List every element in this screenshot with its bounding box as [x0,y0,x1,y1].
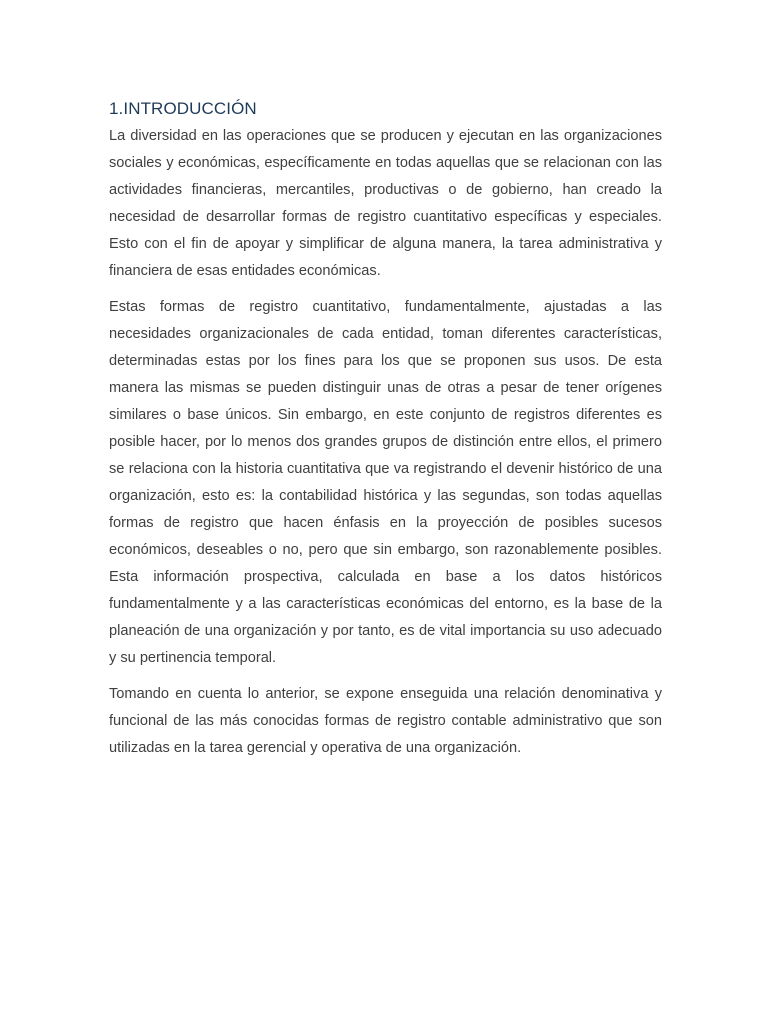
section-heading: 1.INTRODUCCIÓN [109,99,257,118]
document-body [109,97,662,771]
paragraph-1: La diversidad en las operaciones que se producen y ejecutan en las organizaciones sociales y económicas, específicamente en todas aquellas que se relacionan con las actividades financieras, mercantiles, productivas o de gobierno, han creado la necesidad de desarrollar formas de registro cuantitativo específicas y especiales. Esto con el fin de apoyar y simplificar de alguna manera, la tarea administrativa y financiera de esas entidades económicas. [109,128,662,279]
paragraph-3: Tomando en cuenta lo anterior, se expone enseguida una relación denominativa y funcional de las más conocidas formas de registro contable administrativo que son utilizadas en la tarea gerencial y operativa de una organización. [109,686,662,756]
paragraph-2: Estas formas de registro cuantitativo, fundamentalmente, ajustadas a las necesidades organizacionales de cada entidad, toman diferentes características, determinadas estas por los fines para los que se proponen sus usos. De esta manera las mismas se pueden distinguir unas de otras a pesar de tener orígenes similares o base únicos. Sin embargo, en este conjunto de registros diferentes es posible hacer, por lo menos dos grandes grupos de distinción entre ellos, el primero se relaciona con la historia cuantitativa que va registrando el devenir histórico de una organización, esto es: la contabilidad histórica y las segundas, son todas aquellas formas de registro que hacen énfasis en la proyección de posibles sucesos económicos, deseables o no, pero que sin embargo, son razonablemente posibles. Esta información prospectiva, calculada en base a los datos históricos fundamentalmente y a las características económicas del entorno, es la base de la planeación de una organización y por tanto, es de vital importancia su uso adecuado y su pertinencia temporal. [109,299,662,666]
